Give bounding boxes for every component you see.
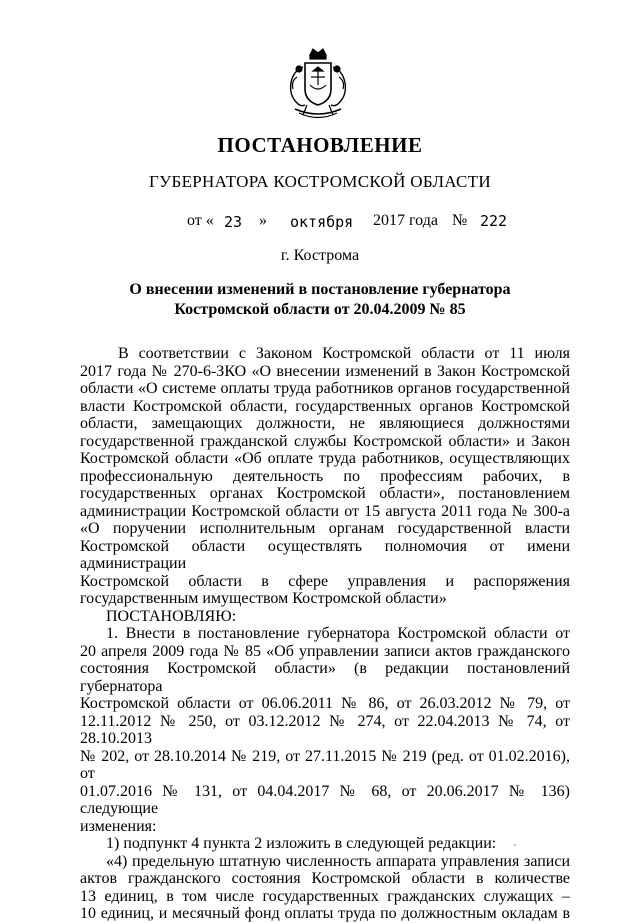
body-line: 1. Внести в постановление губернатора Костромской области от [106, 625, 570, 642]
body-line: 20 апреля 2009 года № 85 «Об управлении записи актов гражданского [80, 642, 570, 660]
date-month: октября [290, 213, 354, 231]
body-line: Костромской области в сфере управления и распоряжения [80, 572, 570, 590]
body-line: государственной гражданской службы Костромской области» и Закон [80, 432, 570, 450]
heading-line: Костромской области от 20.04.2009 № 85 [174, 301, 466, 318]
body-line: государственных органах Костромской области», постановлением [80, 485, 570, 502]
resolution-word: ПОСТАНОВЛЯЮ: [106, 607, 237, 625]
body-line: «4) предельную штатную численность аппарата управления записи [106, 852, 570, 870]
date-day: 23 [224, 213, 243, 231]
document-city: г. Кострома [280, 247, 360, 264]
body-line: 2017 года № 270-6-ЗКО «О внесении изменений в Закон Костромской [80, 362, 570, 380]
body-line: 13 единиц, в том числе государственных гражданских служащих – [80, 887, 570, 905]
body-line: Костромской области «Об оплате труда работников, осуществляющих [80, 450, 570, 467]
body-line: области «О системе оплаты труда работников органов государственной [80, 380, 570, 397]
document-heading [100, 280, 540, 320]
number-sign: № [452, 212, 468, 229]
body-line: Костромской области осуществлять полномочия от имени администрации [80, 537, 570, 572]
document-issuer: ГУБЕРНАТОРА КОСТРОМСКОЙ ОБЛАСТИ [149, 172, 491, 191]
body-line: власти Костромской области, государственных органов Костромской [80, 397, 570, 415]
body-line: 10 единиц, и месячный фонд оплаты труда по должностным окладам в [80, 905, 570, 922]
date-year: 2017 года [373, 212, 438, 229]
body-line: государственным имуществом Костромской области» [80, 590, 447, 607]
document-number: 222 [480, 212, 508, 230]
body-line: Костромской области от 06.06.2011 № 86, от 26.03.2012 № 79, от [80, 695, 570, 712]
coat-of-arms-emblem [283, 47, 353, 123]
body-line: профессиональную деятельность по профессиям рабочих, в [80, 467, 570, 485]
document-body [80, 345, 570, 923]
body-line: изменения: [80, 817, 157, 835]
body-line: актов гражданского состояния Костромской области в количестве [80, 870, 570, 887]
body-line: области, замещающих должности, не являющиеся должностями [80, 415, 570, 432]
document-title: ПОСТАНОВЛЕНИЕ [217, 133, 423, 157]
body-line: состояния Костромской области» (в редакции постановлений губернатора [80, 660, 570, 695]
heading-line: О внесении изменений в постановление губернатора [129, 281, 511, 298]
date-close-quote: » [259, 212, 267, 229]
body-line: В соответствии с Законом Костромской области от 11 июля [118, 345, 570, 362]
body-line: 1) подпункт 4 пункта 2 изложить в следующей редакции: [106, 835, 497, 852]
body-line: администрации Костромской области от 15 августа 2011 года № 300-а [80, 502, 570, 520]
date-prefix: от « [187, 212, 214, 229]
body-line: 12.11.2012 № 250, от 03.12.2012 № 274, от 22.04.2013 № 74, от 28.10.2013 [80, 712, 570, 747]
scan-speck [514, 844, 516, 846]
body-line: «О поручении исполнительным органам государственной власти [80, 520, 570, 537]
body-line: 01.07.2016 № 131, от 04.04.2017 № 68, от 20.06.2017 № 136) следующие [80, 782, 570, 817]
body-line: № 202, от 28.10.2014 № 219, от 27.11.2015 № 219 (ред. от 01.02.2016), от [80, 747, 570, 782]
